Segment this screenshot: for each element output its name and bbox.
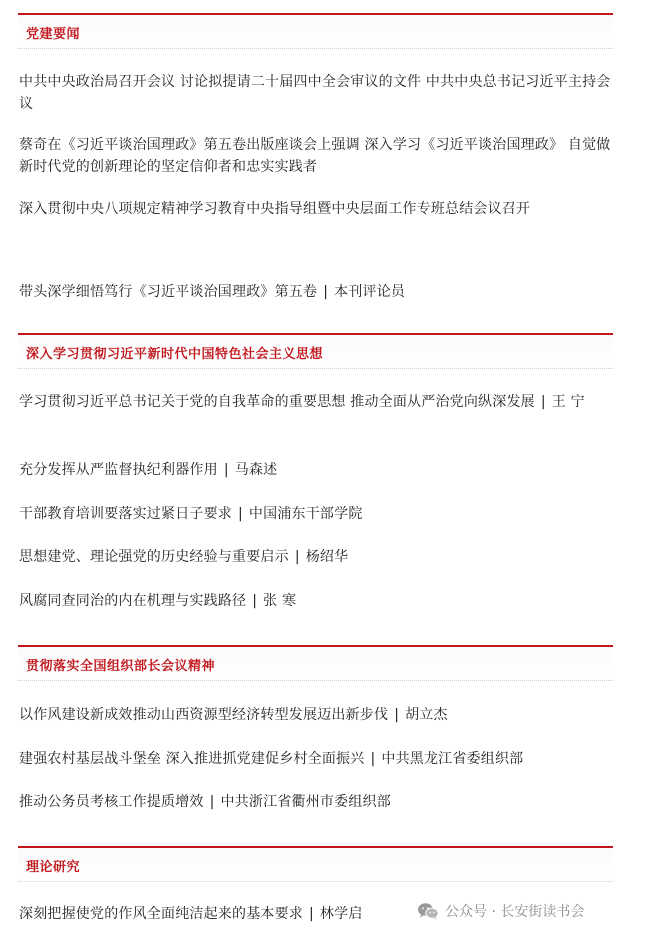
article-link[interactable] bbox=[19, 71, 619, 115]
watermark-text: 公众号 · 长安街读书会 bbox=[445, 904, 585, 920]
article-link[interactable] bbox=[19, 198, 619, 220]
article-title: 带头深学细悟笃行《习近平谈治国理政》第五卷 bbox=[19, 284, 318, 300]
article-title: 推动公务员考核工作提质增效 bbox=[19, 794, 204, 810]
article-author: 中共黑龙江省委组织部 bbox=[381, 751, 524, 767]
article-author: 马森述 bbox=[234, 462, 278, 478]
article-author: 杨绍华 bbox=[305, 549, 349, 565]
article-link[interactable] bbox=[19, 704, 619, 726]
section-header-theory-research bbox=[18, 846, 613, 882]
article-link[interactable] bbox=[19, 459, 619, 481]
section-header-party-news bbox=[18, 13, 613, 49]
section-header-org-conference bbox=[18, 645, 613, 681]
article-title: 深入贯彻中央八项规定精神学习教育中央指导组暨中央层面工作专班总结会议召开 bbox=[19, 201, 531, 217]
article-title: 学习贯彻习近平总书记关于党的自我革命的重要思想 推动全面从严治党向纵深发展 bbox=[19, 394, 535, 410]
section-title: 理论研究 bbox=[26, 860, 81, 875]
article-link[interactable] bbox=[19, 391, 619, 413]
separator: | bbox=[309, 906, 314, 922]
article-title: 干部教育培训要落实过紧日子要求 bbox=[19, 506, 232, 522]
article-title: 风腐同查同治的内在机理与实践路径 bbox=[19, 593, 247, 609]
article-link[interactable] bbox=[19, 748, 619, 770]
separator: | bbox=[370, 751, 376, 767]
section-title: 贯彻落实全国组织部长会议精神 bbox=[26, 659, 216, 674]
wechat-icon bbox=[417, 902, 439, 920]
article-title: 建强农村基层战斗堡垒 深入推进抓党建促乡村全面振兴 bbox=[19, 751, 365, 767]
article-author: 中国浦东干部学院 bbox=[248, 506, 363, 522]
separator: | bbox=[323, 284, 329, 300]
section-title: 党建要闻 bbox=[26, 27, 81, 42]
separator: | bbox=[540, 394, 546, 410]
article-link[interactable] bbox=[19, 134, 619, 178]
article-link[interactable] bbox=[19, 546, 619, 568]
article-title: 中共中央政治局召开会议 讨论拟提请二十届四中全会审议的文件 中共中央总书记习近平主持会议 bbox=[19, 74, 611, 112]
article-author: 张 寒 bbox=[263, 593, 297, 609]
separator: | bbox=[223, 462, 229, 478]
article-title: 充分发挥从严监督执纪利器作用 bbox=[19, 462, 218, 478]
watermark bbox=[413, 898, 588, 924]
article-title: 思想建党、理论强党的历史经验与重要启示 bbox=[19, 549, 289, 565]
article-link[interactable] bbox=[19, 281, 619, 303]
article-title: 深刻把握使党的作风全面纯洁起来的基本要求 bbox=[19, 906, 303, 922]
article-author: 本刊评论员 bbox=[334, 284, 406, 300]
separator: | bbox=[394, 707, 400, 723]
section-title: 深入学习贯彻习近平新时代中国特色社会主义思想 bbox=[26, 347, 324, 362]
section-header-xi-thought bbox=[18, 333, 613, 369]
separator: | bbox=[209, 794, 215, 810]
article-author: 胡立杰 bbox=[405, 707, 448, 723]
article-author: 中共浙江省衢州市委组织部 bbox=[220, 794, 391, 810]
article-link[interactable] bbox=[19, 791, 619, 813]
separator: | bbox=[252, 593, 258, 609]
article-link[interactable] bbox=[19, 590, 619, 612]
article-author: 王 宁 bbox=[551, 394, 585, 410]
article-link[interactable] bbox=[19, 503, 619, 525]
article-title: 以作风建设新成效推动山西资源型经济转型发展迈出新步伐 bbox=[19, 707, 389, 723]
separator: | bbox=[294, 549, 300, 565]
separator: | bbox=[238, 506, 243, 522]
article-author: 林学启 bbox=[319, 906, 363, 922]
article-title: 蔡奇在《习近平谈治国理政》第五卷出版座谈会上强调 深入学习《习近平谈治国理政》 自觉做新时代党的创新理论的坚定信仰者和忠实实践者 bbox=[19, 137, 611, 175]
